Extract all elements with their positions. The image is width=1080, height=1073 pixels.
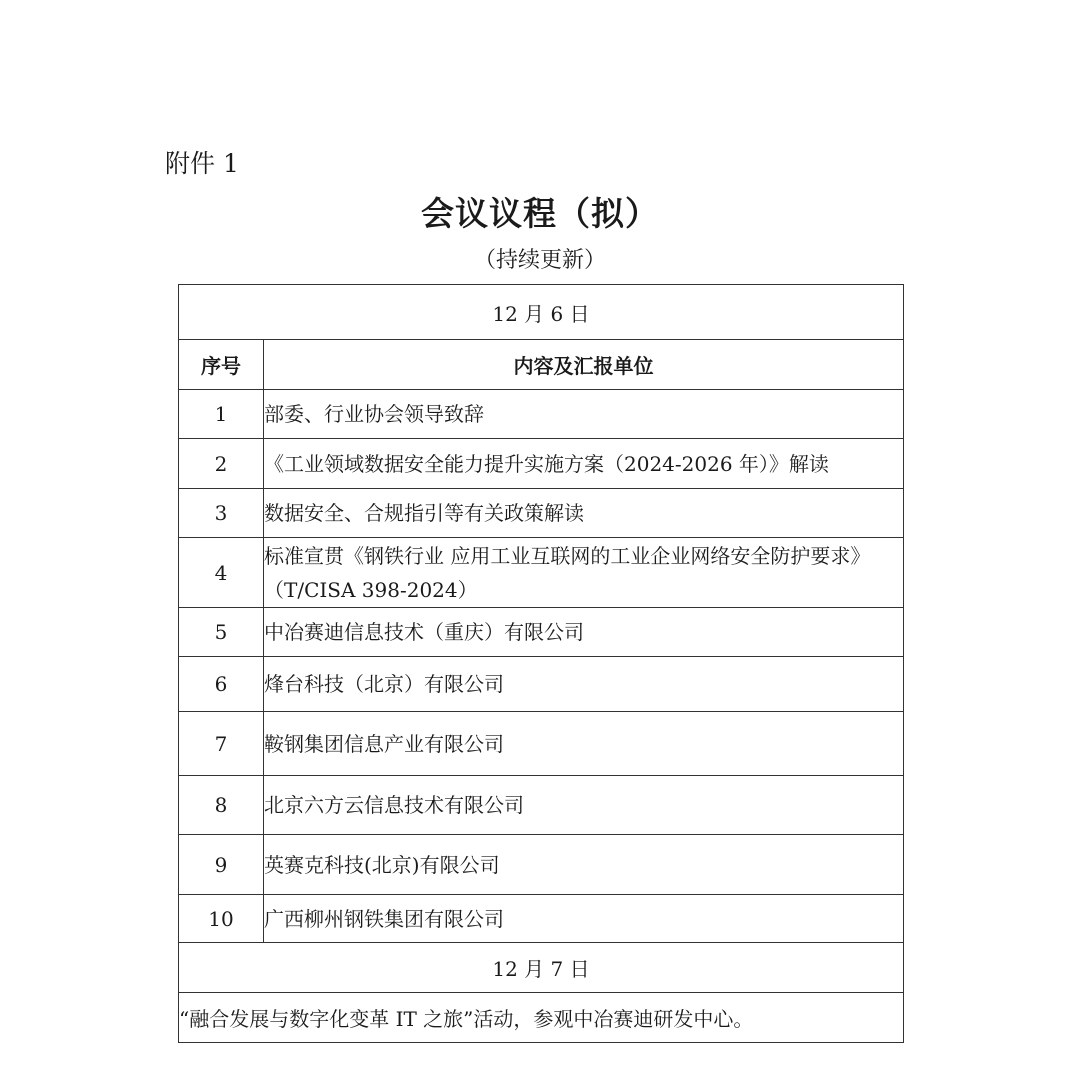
- row-index: 2: [179, 439, 264, 489]
- row-index: 3: [179, 489, 264, 538]
- table-header-row: [179, 340, 904, 390]
- row-content: 北京六方云信息技术有限公司: [264, 776, 904, 835]
- row-index: 5: [179, 608, 264, 657]
- row-index: 10: [179, 895, 264, 943]
- day2-date: 12 月 7 日: [179, 943, 904, 993]
- row-index: 9: [179, 835, 264, 895]
- day1-date: 12 月 6 日: [179, 285, 904, 340]
- day1-date-row: [179, 285, 904, 340]
- table-row: [179, 489, 904, 538]
- table-row: [179, 776, 904, 835]
- header-content: 内容及汇报单位: [264, 340, 904, 390]
- agenda-table: [178, 284, 904, 1043]
- row-index: 4: [179, 538, 264, 608]
- document-title: 会议议程（拟）: [421, 194, 659, 233]
- header-index: 序号: [179, 340, 264, 390]
- row-content: 烽台科技（北京）有限公司: [264, 657, 904, 712]
- table-row: [179, 538, 904, 608]
- table-row: [179, 895, 904, 943]
- row-index: 7: [179, 712, 264, 776]
- table-row: [179, 657, 904, 712]
- row-content: 数据安全、合规指引等有关政策解读: [264, 489, 904, 538]
- row-content: 中冶赛迪信息技术（重庆）有限公司: [264, 608, 904, 657]
- row-content: 广西柳州钢铁集团有限公司: [264, 895, 904, 943]
- document-subtitle: （持续更新）: [473, 248, 606, 273]
- row-content: 部委、行业协会领导致辞: [264, 390, 904, 439]
- table-row: [179, 835, 904, 895]
- row-content: 《工业领域数据安全能力提升实施方案（2024-2026 年）》解读: [264, 439, 904, 489]
- row-content: 标准宣贯《钢铁行业 应用工业互联网的工业企业网络安全防护要求》（T/CISA 398-2024）: [264, 538, 904, 608]
- day2-date-row: [179, 943, 904, 993]
- table-row: [179, 439, 904, 489]
- row-index: 1: [179, 390, 264, 439]
- row-index: 8: [179, 776, 264, 835]
- table-row: [179, 608, 904, 657]
- row-content: 鞍钢集团信息产业有限公司: [264, 712, 904, 776]
- day2-activity: “融合发展与数字化变革 IT 之旅”活动，参观中冶赛迪研发中心。: [179, 993, 904, 1043]
- attachment-label: 附件 1: [165, 149, 239, 178]
- row-content: 英赛克科技(北京)有限公司: [264, 835, 904, 895]
- table-row: [179, 390, 904, 439]
- day2-activity-row: [179, 993, 904, 1043]
- table-row: [179, 712, 904, 776]
- row-index: 6: [179, 657, 264, 712]
